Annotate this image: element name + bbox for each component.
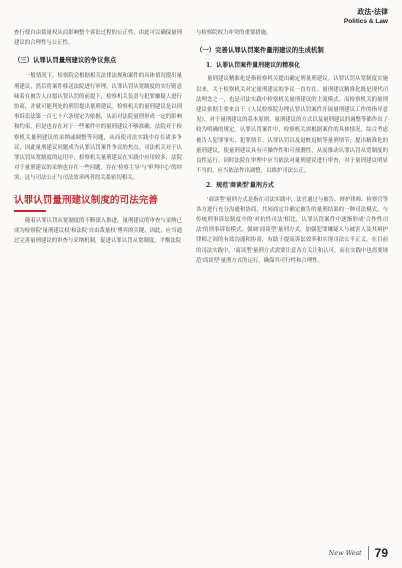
section-heading: （一）完善认罪认罚案件量刑建议的生成机制 (196, 46, 324, 55)
paragraph: 随着认罪认罚从宽制度的不断深入推进，量刑建议的审查与采纳已成为检察院'量刑建议权'和法院'自由裁量权'博弈的关键。因此，应当通过完善量刑建议的审查与采纳机制，促进认罪认罚从宽制度，平衡法院 (14, 217, 182, 245)
right-column (196, 28, 388, 266)
left-column (14, 28, 182, 246)
paragraph: 量刑建议精准化是指检察机关提出确定刑量刑建议。认罪认罚从宽制度实施以来，关于检察机关对定量刑建议的争议一直存在。量刑建议精准化既是现代司法理念之一，也是司法实践中检察机关量刑建议的主流模式。而检察机关的量刑建议依据主要来自于《人民检察院办理认罪认罚案件开展量刑建议工作的指导意见》，对于量刑建议的基本原则、量刑建议的方式以及量刑建议的调整等都作出了较为明确的规定。认罪认罚案件中，检察机关需根据案件的具体情况，综合考虑被告人犯罪事实、犯罪情节、认罪认罚以及退赃退赔等量刑情节，提出精准化的量刑建议，使量刑建议具有可操作性和可预测性，从而推动认罪认罚从宽制度的良性运行。同时法院在审理中应当依法对量刑建议进行审查，对于量刑建议明显不当的，应当依法作出调整，以维护司法公正。 (196, 76, 388, 175)
paragraph: '商谈型'量刑方式是指在司法实践中，法官通过与被告、辩护律师、检察官等各方进行充分沟通和协商，共同商定并确定被告的量刑结果的一种司法模式。与传统刑事诉讼制度中的'对抗性司法'相比，认罪认罚案件中逐渐形成'合作性司法'的刑事诉讼模式。强调'商谈型'量刑方式，加强犯罪嫌疑人与被害人及其辩护律师之间的有效沟通和协商，有助于提高诉讼效率和实现司法公平正义。在目前的司法实践中，'商谈型'量刑方式需要注意各方关注和认可，而在实践中也需要规范'商谈型'量刑方式的运行，确保其可行性和合理性。 (196, 196, 388, 264)
page-header (344, 8, 388, 26)
subsection-heading: 2．规范'商谈型'量刑方式 (206, 182, 274, 190)
chapter-heading (14, 194, 182, 212)
paragraph: 一般情况下，检察院会根据相关法律法规和案件的具体情况提出量刑建议，然后将案件移送法院进行审理。认罪认罚从宽制度的实行则意味着在被告人自愿认罪认罚的前提下，检察机关负责与犯罪嫌疑人进行协商，并就可能判处的刑罚提出量刑建议。检察机关的量刑建议是以刑事诉讼法第一百七十六条规定为依据，从而对法院量刑形成一定的影响和约束。但是也存在对于一些案件中的量刑建议不够准确，法院对于检察机关量刑建议的采纳或调整等问题，从而使司法实践中存在诸多争议，因此量刑建议问题成为认罪认罚案件争议的焦点。司法机关对于认罪认罚从宽制度的运用中，检察机关量刑建议在实践中应用较多，法院对于量刑建议的采纳也存在一些问题，存在'检察主导'与'审判中心'的冲突，这与司法公正与司法效率两者的关系密切相关。 (14, 73, 182, 182)
page-number: 79 (374, 546, 388, 560)
section-heading: （三）认罪认罚量刑建议的争议焦点 (14, 56, 117, 65)
paragraph: 与检察院权力冲突的重要措施。 (196, 30, 272, 36)
section-name-cn: 政法·法律 (357, 8, 388, 16)
section-name-en: Politics & Law (343, 18, 388, 25)
subsection-heading: 1．认罪认罚案件量刑建议的精准化 (206, 62, 301, 70)
chapter-heading-text: 认罪认罚量刑建议制度的司法完善 (14, 194, 158, 206)
heading-underline (14, 210, 46, 212)
footer-divider (368, 546, 369, 560)
magazine-name: New West (328, 549, 362, 557)
paragraph: 查行使自由裁量权从而影响整个诉讼过程的公正性，由此可以确保量刑建议的合理性与公正性。 (14, 30, 182, 47)
page-footer (329, 546, 388, 560)
